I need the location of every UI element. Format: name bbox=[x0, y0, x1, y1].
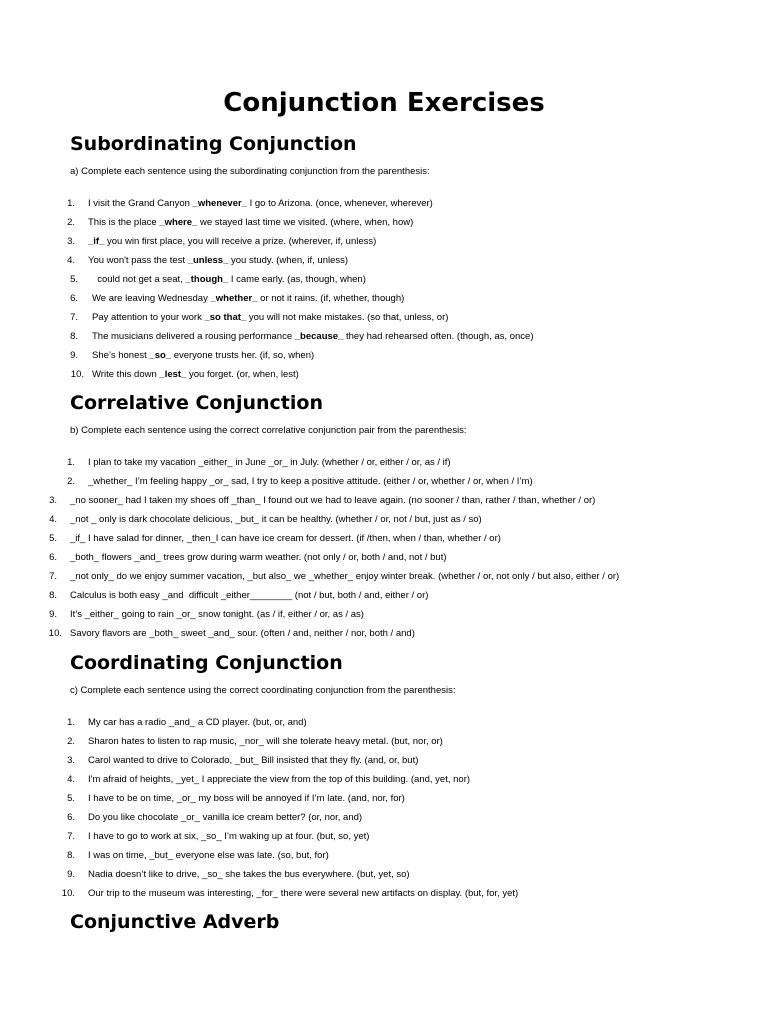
exercise-item bbox=[0, 532, 768, 546]
exercise-item bbox=[0, 754, 768, 768]
sentence-text: Write this down bbox=[92, 369, 160, 380]
answer-text: _so that_ bbox=[204, 312, 247, 323]
exercise-item bbox=[0, 551, 768, 565]
sentence-text: everyone trusts her. (if, so, when) bbox=[171, 350, 315, 361]
item-text bbox=[88, 754, 418, 768]
exercise-item bbox=[0, 608, 768, 622]
item-text bbox=[88, 197, 433, 211]
item-number: 3. bbox=[67, 755, 75, 766]
item-number: 7. bbox=[67, 831, 75, 842]
item-number: 5. bbox=[49, 533, 57, 544]
exercise-item bbox=[0, 887, 768, 901]
answer-text: _lest_ bbox=[159, 369, 187, 380]
section-heading: Correlative Conjunction bbox=[70, 392, 323, 414]
sentence-text: I was on time, _but_ everyone else was late. (so, but, for) bbox=[88, 850, 329, 861]
item-text bbox=[92, 273, 366, 287]
exercise-item bbox=[0, 330, 768, 344]
page-title: Conjunction Exercises bbox=[223, 88, 545, 118]
sentence-text: It’s _either_ going to rain _or_ snow tonight. (as / if, either / or, as / as) bbox=[70, 609, 364, 620]
item-text bbox=[70, 627, 415, 641]
sentence-text: Pay attention to your work bbox=[92, 312, 205, 323]
section-instruction: a) Complete each sentence using the subordinating conjunction from the parenthesis: bbox=[70, 166, 430, 177]
exercise-item bbox=[0, 494, 768, 508]
exercise-item bbox=[0, 830, 768, 844]
item-number: 7. bbox=[70, 312, 78, 323]
sentence-text: Calculus is both easy _and difficult _either________ (not / but, both / and, either / or) bbox=[70, 590, 429, 601]
item-number: 8. bbox=[49, 590, 57, 601]
sentence-text: I visit the Grand Canyon bbox=[88, 198, 193, 209]
item-number: 10. bbox=[70, 369, 84, 380]
exercise-item bbox=[0, 475, 768, 489]
sentence-text: I have to go to work at six, _so_ I’m waking up at four. (but, so, yet) bbox=[88, 831, 370, 842]
exercise-item bbox=[0, 792, 768, 806]
item-text bbox=[88, 830, 369, 844]
sentence-text: I plan to take my vacation _either_ in June _or_ in July. (whether / or, either / or, as / if) bbox=[88, 457, 451, 468]
answer-text: _where_ bbox=[159, 217, 198, 228]
item-text bbox=[92, 368, 299, 382]
item-number: 9. bbox=[70, 350, 78, 361]
item-number: 1. bbox=[67, 198, 75, 209]
answer-text: _though_ bbox=[185, 274, 229, 285]
exercise-item bbox=[0, 589, 768, 603]
sentence-text: The musicians delivered a rousing performance bbox=[92, 331, 295, 342]
exercise-item bbox=[0, 849, 768, 863]
exercise-item bbox=[0, 716, 768, 730]
item-number: 9. bbox=[67, 869, 75, 880]
sentence-text: I have to be on time, _or_ my boss will be annoyed if I’m late. (and, nor, for) bbox=[88, 793, 405, 804]
exercise-item bbox=[0, 273, 768, 287]
sentence-text: _not _ only is dark chocolate delicious, _but_ it can be healthy. (whether / or, not / but, just as / so) bbox=[70, 514, 482, 525]
section-heading: Coordinating Conjunction bbox=[70, 652, 343, 674]
item-text bbox=[88, 735, 443, 749]
answer-text: _whether_ bbox=[210, 293, 258, 304]
exercise-item bbox=[0, 735, 768, 749]
item-text bbox=[88, 811, 362, 825]
item-number: 3. bbox=[49, 495, 57, 506]
exercise-item bbox=[0, 235, 768, 249]
exercise-item bbox=[0, 197, 768, 211]
section-instruction: b) Complete each sentence using the correct correlative conjunction pair from the parenthesis: bbox=[70, 425, 467, 436]
sentence-text: they had rehearsed often. (though, as, once) bbox=[343, 331, 534, 342]
exercise-item bbox=[0, 811, 768, 825]
exercise-item bbox=[0, 627, 768, 641]
item-text bbox=[88, 475, 533, 489]
item-text bbox=[70, 589, 428, 603]
exercise-item bbox=[0, 456, 768, 470]
item-text bbox=[70, 494, 595, 508]
sentence-text: Nadia doesn’t like to drive, _so_ she takes the bus everywhere. (but, yet, so) bbox=[88, 869, 410, 880]
item-text bbox=[92, 292, 404, 306]
item-number: 7. bbox=[49, 571, 57, 582]
item-number: 2. bbox=[67, 736, 75, 747]
exercise-item bbox=[0, 254, 768, 268]
sentence-text: This is the place bbox=[88, 217, 160, 228]
item-text bbox=[70, 570, 619, 584]
item-number: 3. bbox=[67, 236, 75, 247]
sentence-text: I came early. (as, though, when) bbox=[228, 274, 366, 285]
sentence-text: or not it rains. (if, whether, though) bbox=[257, 293, 405, 304]
sentence-text: I'm afraid of heights, _yet_ I appreciate the view from the top of this building. (and, yet, nor) bbox=[88, 774, 471, 785]
sentence-text: Carol wanted to drive to Colorado, _but_ Bill insisted that they fly. (and, or, but) bbox=[88, 755, 419, 766]
item-number: 8. bbox=[70, 331, 78, 342]
item-number: 9. bbox=[49, 609, 57, 620]
item-text bbox=[88, 773, 470, 787]
item-text bbox=[88, 792, 405, 806]
item-number: 6. bbox=[70, 293, 78, 304]
section-heading: Conjunctive Adverb bbox=[70, 911, 280, 933]
item-number: 2. bbox=[67, 476, 75, 487]
item-number: 2. bbox=[67, 217, 75, 228]
item-text bbox=[88, 887, 518, 901]
sentence-text: She’s honest bbox=[92, 350, 150, 361]
exercise-item bbox=[0, 570, 768, 584]
sentence-text: _not only_ do we enjoy summer vacation, _but also_ we _whether_ enjoy winter break. (whether / or, not only / but also, either / or) bbox=[70, 571, 620, 582]
item-text bbox=[88, 235, 376, 249]
item-number: 4. bbox=[67, 255, 75, 266]
sentence-text: Sharon hates to listen to rap music, _nor_ will she tolerate heavy metal. (but, nor, or) bbox=[88, 736, 443, 747]
sentence-text: _if_ I have salad for dinner, _then_I can have ice cream for dessert. (if /then, when / than, whether / or) bbox=[70, 533, 501, 544]
sentence-text: Do you like chocolate _or_ vanilla ice cream better? (or, nor, and) bbox=[88, 812, 363, 823]
item-text bbox=[70, 551, 447, 565]
exercise-item bbox=[0, 368, 768, 382]
item-number: 10. bbox=[48, 628, 62, 639]
item-text bbox=[92, 349, 314, 363]
sentence-text: You won't pass the test bbox=[88, 255, 188, 266]
exercise-item bbox=[0, 868, 768, 882]
item-text bbox=[88, 216, 413, 230]
item-number: 5. bbox=[67, 793, 75, 804]
item-number: 5. bbox=[70, 274, 78, 285]
sentence-text: you forget. (or, when, lest) bbox=[186, 369, 299, 380]
item-text bbox=[92, 330, 534, 344]
sentence-text: I go to Arizona. (once, whenever, wherever) bbox=[246, 198, 433, 209]
answer-text: _so_ bbox=[149, 350, 172, 361]
item-text bbox=[70, 608, 364, 622]
section-heading: Subordinating Conjunction bbox=[70, 133, 357, 155]
answer-text: _whenever_ bbox=[192, 198, 247, 209]
item-text bbox=[88, 716, 307, 730]
sentence-text: you win first place, you will receive a prize. (wherever, if, unless) bbox=[104, 236, 377, 247]
sentence-text: you study. (when, if, unless) bbox=[228, 255, 349, 266]
item-text bbox=[70, 513, 482, 527]
item-text bbox=[92, 311, 448, 325]
item-number: 1. bbox=[67, 457, 75, 468]
sentence-text: _whether_ I’m feeling happy _or_ sad, I try to keep a positive attitude. (either / or, whether / or, when / I’m) bbox=[88, 476, 533, 487]
answer-text: _because_ bbox=[294, 331, 344, 342]
exercise-item bbox=[0, 216, 768, 230]
item-number: 1. bbox=[67, 717, 75, 728]
exercise-item bbox=[0, 311, 768, 325]
item-number: 8. bbox=[67, 850, 75, 861]
exercise-item bbox=[0, 773, 768, 787]
sentence-text: could not get a seat, bbox=[92, 274, 186, 285]
item-number: 4. bbox=[67, 774, 75, 785]
item-text bbox=[88, 456, 451, 470]
item-text bbox=[88, 849, 329, 863]
sentence-text: we stayed last time we visited. (where, when, how) bbox=[197, 217, 414, 228]
sentence-text: you will not make mistakes. (so that, unless, or) bbox=[246, 312, 449, 323]
item-number: 6. bbox=[49, 552, 57, 563]
section-instruction: c) Complete each sentence using the correct coordinating conjunction from the parenthesis: bbox=[70, 685, 456, 696]
item-number: 10. bbox=[61, 888, 75, 899]
item-number: 6. bbox=[67, 812, 75, 823]
exercise-item bbox=[0, 513, 768, 527]
answer-text: _unless_ bbox=[187, 255, 229, 266]
answer-text: _if_ bbox=[88, 236, 105, 247]
item-text bbox=[88, 254, 348, 268]
item-text bbox=[70, 532, 501, 546]
sentence-text: We are leaving Wednesday bbox=[92, 293, 211, 304]
sentence-text: Savory flavors are _both_ sweet _and_ sour. (often / and, neither / nor, both / and) bbox=[70, 628, 415, 639]
sentence-text: Our trip to the museum was interesting, _for_ there were several new artifacts on display. (but, for, yet) bbox=[88, 888, 519, 899]
exercise-item bbox=[0, 292, 768, 306]
item-number: 4. bbox=[49, 514, 57, 525]
sentence-text: My car has a radio _and_ a CD player. (but, or, and) bbox=[88, 717, 307, 728]
item-text bbox=[88, 868, 410, 882]
exercise-item bbox=[0, 349, 768, 363]
sentence-text: _both_ flowers _and_ trees grow during warm weather. (not only / or, both / and, not / but) bbox=[70, 552, 447, 563]
sentence-text: _no sooner_ had I taken my shoes off _than_ I found out we had to leave again. (no sooner / than, rather / than, whether / or) bbox=[70, 495, 596, 506]
